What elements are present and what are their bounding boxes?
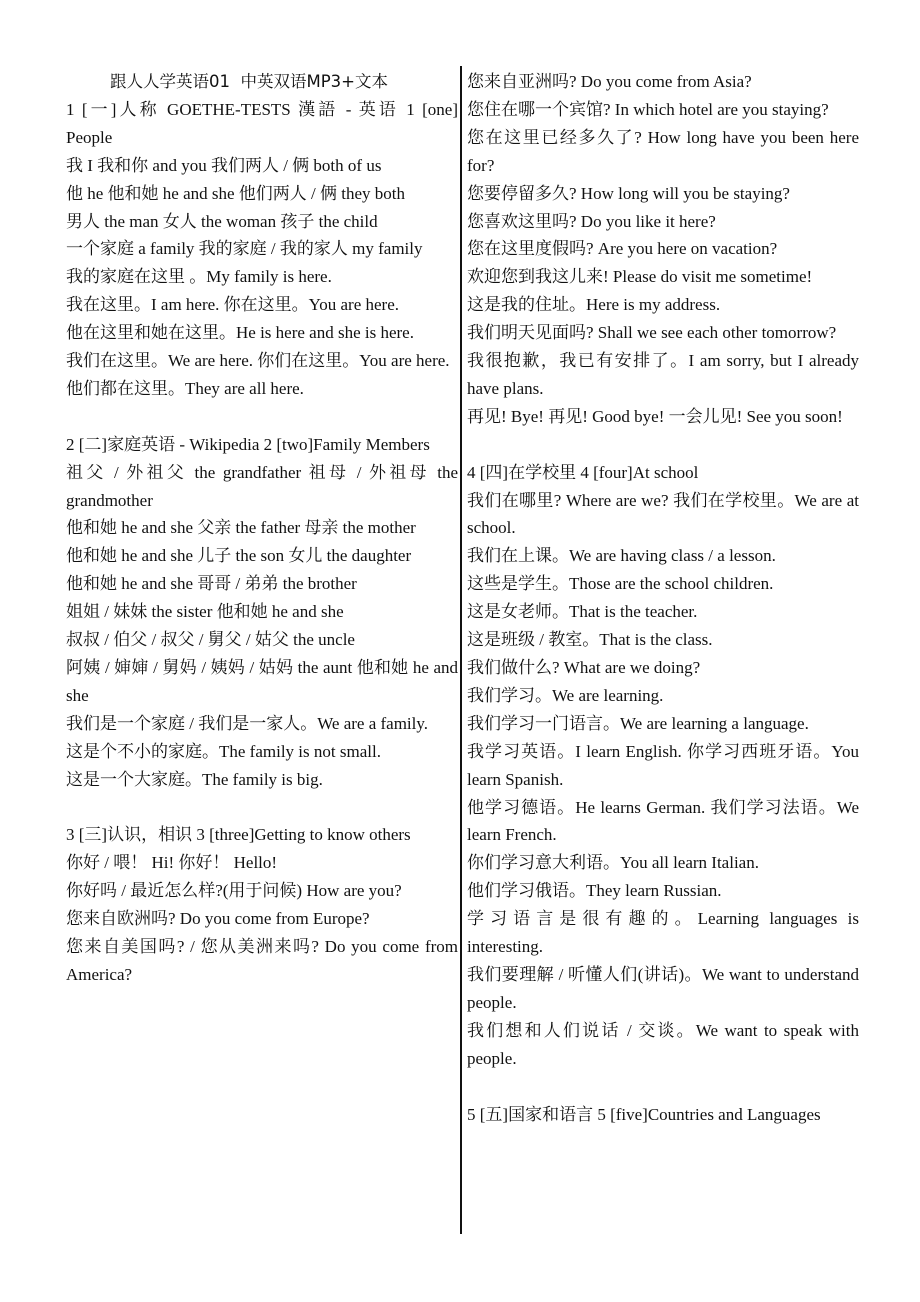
text-line: 您在这里已经多久了? How long have you been here for? <box>467 127 859 175</box>
spacer <box>66 403 458 431</box>
text-line: 我 I 我和你 and you 我们两人 / 俩 both of us <box>66 155 382 175</box>
section-4 <box>467 459 859 1073</box>
spacer <box>467 1073 859 1101</box>
section-2 <box>66 431 458 794</box>
text-line: 您来自美国吗? / 您从美洲来吗? Do you come from America? <box>66 937 458 984</box>
text-line: 祖父 / 外祖父 the grandfather 祖母 / 外祖母 the grandmother <box>66 462 458 510</box>
text-line: 这是一个大家庭。The family is big. <box>66 769 323 789</box>
text-line: 他在这里和她在这里。He is here and she is here. <box>66 323 414 343</box>
text-line: 我们做什么? What are we doing? <box>467 658 701 678</box>
text-line: 你好 / 喂！ Hi! 你好！ Hello! <box>66 853 278 873</box>
text-line: 这些是学生。Those are the school children. <box>467 574 774 594</box>
text-line: 他和她 he and she 儿子 the son 女儿 the daughter <box>66 546 412 566</box>
text-line: 一个家庭 a family 我的家庭 / 我的家人 my family <box>66 239 423 259</box>
section-3 <box>66 821 458 988</box>
section-1 <box>66 96 458 403</box>
text-line: 他们学习俄语。They learn Russian. <box>467 881 722 901</box>
section-5 <box>467 1101 859 1129</box>
text-line: 我们明天见面吗? Shall we see each other tomorrow? <box>467 323 837 343</box>
text-line: 这是个不小的家庭。The family is not small. <box>66 741 381 761</box>
section-heading: 2 [二]家庭英语 - Wikipedia 2 [two]Family Members <box>66 434 430 454</box>
text-line: 我们是一个家庭 / 我们是一家人。We are a family. <box>66 713 429 733</box>
text-line: 您住在哪一个宾馆? In which hotel are you staying? <box>467 99 829 119</box>
text-line: 我学习英语。I learn English. 你学习西班牙语。You learn Spanish. <box>467 741 859 789</box>
text-line: 他 he 他和她 he and she 他们两人 / 俩 they both <box>66 183 406 203</box>
section-3-continued <box>467 68 859 431</box>
text-line: 我们想和人们说话 / 交谈。We want to speak with people. <box>467 1020 859 1068</box>
column-divider <box>460 66 462 1234</box>
text-line: 您来自欧洲吗? Do you come from Europe? <box>66 909 370 929</box>
text-line: 他们都在这里。They are all here. <box>66 378 304 398</box>
text-line: 你们学习意大利语。You all learn Italian. <box>467 853 759 873</box>
section-heading: 3 [三]认识，相识 3 [three]Getting to know others <box>66 825 411 845</box>
text-line: 我们在上课。We are having class / a lesson. <box>467 546 776 566</box>
right-column <box>467 68 859 1128</box>
text-line: 我们在哪里? Where are we? 我们在学校里。We are at school. <box>467 490 859 538</box>
text-line: 这是班级 / 教室。That is the class. <box>467 630 713 650</box>
spacer <box>467 431 859 459</box>
text-line: 我们学习一门语言。We are learning a language. <box>467 713 809 733</box>
spacer <box>66 794 458 822</box>
document-title: 跟人人学英语01 中英双语MP3+文本 <box>110 72 388 91</box>
text-line: 叔叔 / 伯父 / 叔父 / 舅父 / 姑父 the uncle <box>66 630 355 650</box>
section-heading: 5 [五]国家和语言 5 [five]Countries and Languages <box>467 1104 821 1124</box>
text-line: 再见! Bye! 再见! Good bye! 一会儿见! See you soon! <box>467 406 843 426</box>
section-heading: 4 [四]在学校里 4 [four]At school <box>467 462 699 482</box>
text-line: 姐姐 / 妹妹 the sister 他和她 he and she <box>66 602 344 622</box>
text-line: 您来自亚洲吗? Do you come from Asia? <box>467 72 752 91</box>
text-line: 我们学习。We are learning. <box>467 685 664 705</box>
text-line: 我的家庭在这里 。My family is here. <box>66 267 332 287</box>
text-line: 我们要理解 / 听懂人们(讲话)。We want to understand people. <box>467 964 859 1012</box>
text-line: 您在这里度假吗? Are you here on vacation? <box>467 239 778 259</box>
text-line: 我们在这里。We are here. 你们在这里。You are here. <box>66 351 450 371</box>
text-line: 男人 the man 女人 the woman 孩子 the child <box>66 211 378 231</box>
text-line: 他学习德语。He learns German. 我们学习法语。We learn French. <box>467 797 859 845</box>
text-line: 他和她 he and she 哥哥 / 弟弟 the brother <box>66 574 357 594</box>
text-line: 学习语言是很有趣的。Learning languages is interesting. <box>467 909 859 957</box>
text-line: 你好吗 / 最近怎么样?(用于问候) How are you? <box>66 881 402 901</box>
text-line: 欢迎您到我这儿来! Please do visit me sometime! <box>467 267 813 287</box>
text-line: 您喜欢这里吗? Do you like it here? <box>467 211 716 231</box>
text-line: 他和她 he and she 父亲 the father 母亲 the mother <box>66 518 416 538</box>
text-line: 阿姨 / 婶婶 / 舅妈 / 姨妈 / 姑妈 the aunt 他和她 he and she <box>66 658 458 705</box>
text-line: 您要停留多久? How long will you be staying? <box>467 183 790 203</box>
text-line: 这是我的住址。Here is my address. <box>467 295 721 315</box>
text-line: 我在这里。I am here. 你在这里。You are here. <box>66 295 400 315</box>
text-line: 这是女老师。That is the teacher. <box>467 602 698 622</box>
section-heading: 1 [一]人称 GOETHE-TESTS 漢語 - 英语 1 [one] People <box>66 99 458 147</box>
left-column <box>66 68 458 989</box>
text-line: 我很抱歉，我已有安排了。I am sorry, but I already have plans. <box>467 351 859 398</box>
